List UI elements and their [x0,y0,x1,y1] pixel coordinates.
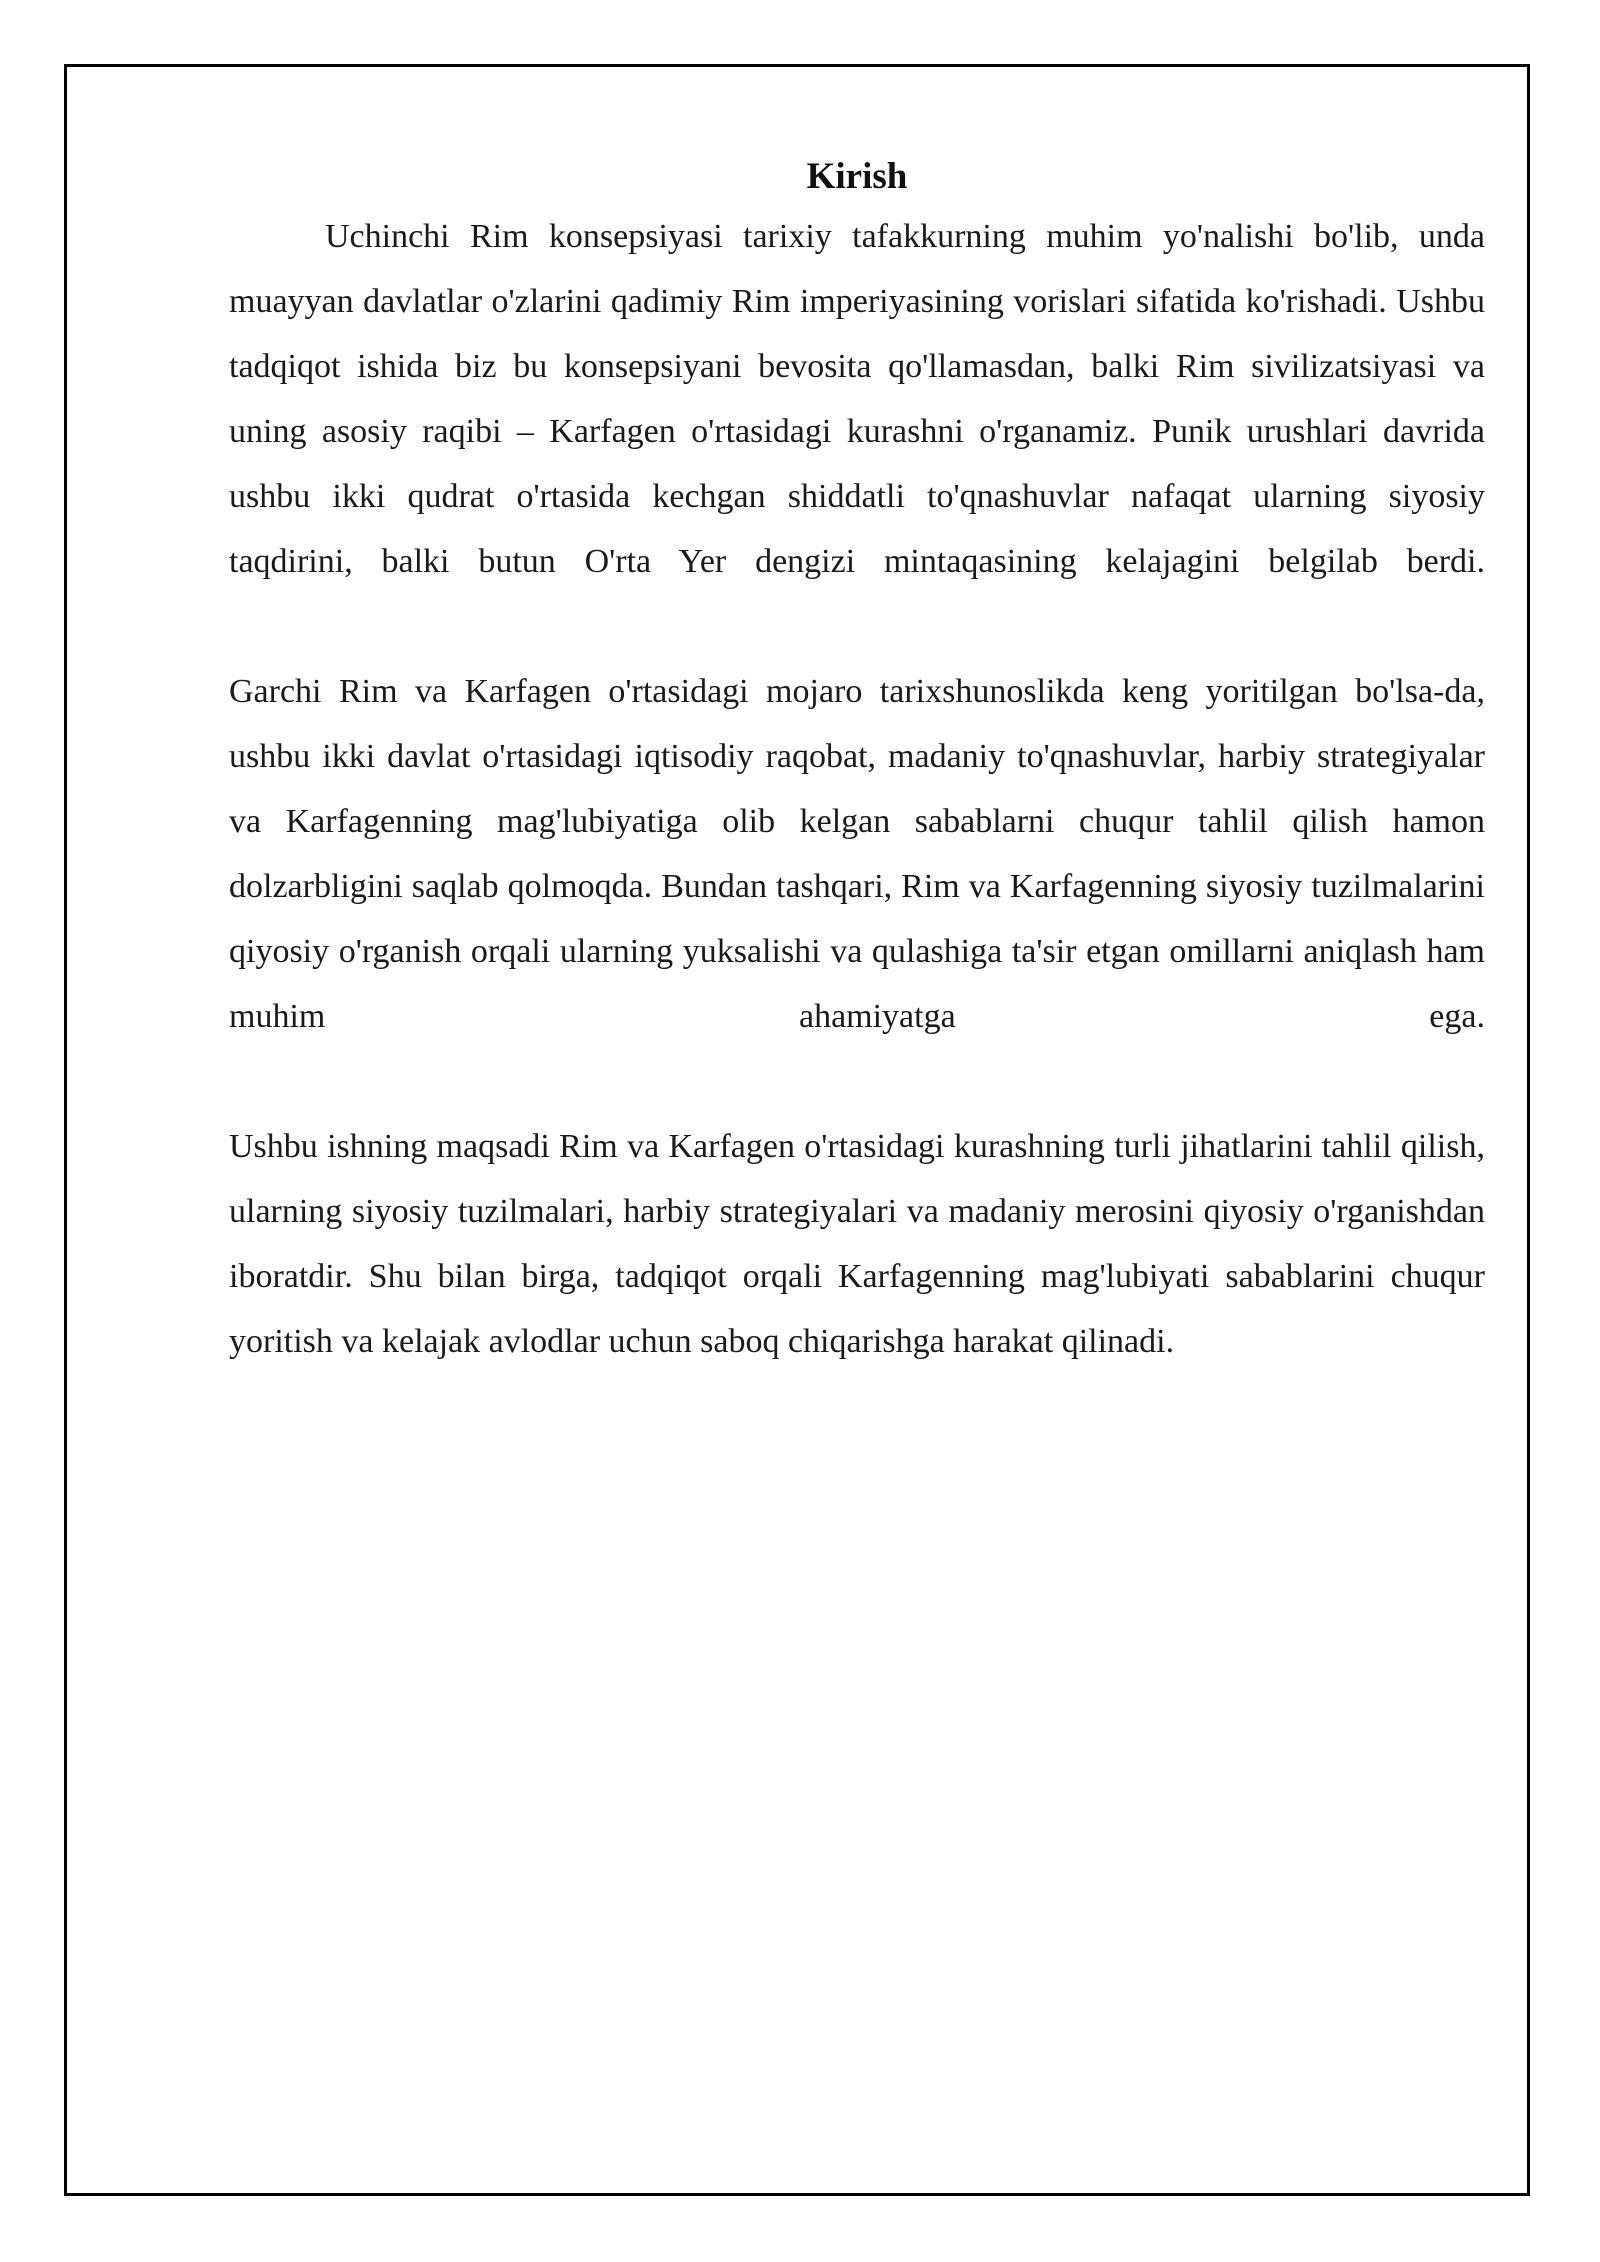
paragraph-1: Uchinchi Rim konsepsiyasi tarixiy tafakkurning muhim yo'nalishi bo'lib, unda muayyan davlatlar o'zlarini qadimiy Rim imperiyasining vorislari sifatida ko'rishadi. Ushbu tadqiqot ishida biz bu konsepsiyani bevosita qo'llamasdan, balki Rim sivilizatsiyasi va uning asosiy raqibi – Karfagen o'rtasidagi kurashni o'rganamiz. Punik urushlari davrida ushbu ikki qudrat o'rtasida kechgan shiddatli to'qnashuvlar nafaqat ularning siyosiy taqdirini, balki butun O'rta Yer dengizi mintaqasining kelajagini belgilab berdi. [229,218,1485,580]
paragraph-gap [229,1049,1485,1114]
document-body [229,150,1485,1374]
paragraph-gap [229,594,1485,659]
paragraph-2: Garchi Rim va Karfagen o'rtasidagi mojaro tarixshunoslikda keng yoritilgan bo'lsa-da, ushbu ikki davlat o'rtasidagi iqtisodiy raqobat, madaniy to'qnashuvlar, harbiy strategiyalar va Karfagenning mag'lubiyatiga olib kelgan sabablarni chuqur tahlil qilish hamon dolzarbligini saqlab qolmoqda. Bundan tashqari, Rim va Karfagenning siyosiy tuzilmalarini qiyosiy o'rganish orqali ularning yuksalishi va qulashiga ta'sir etgan omillarni aniqlash ham muhim ahamiyatga ega. [229,673,1485,1035]
paragraph-3: Ushbu ishning maqsadi Rim va Karfagen o'rtasidagi kurashning turli jihatlarini tahlil qilish, ularning siyosiy tuzilmalari, harbiy strategiyalari va madaniy merosini qiyosiy o'rganishdan iboratdir. Shu bilan birga, tadqiqot orqali Karfagenning mag'lubiyati sabablarini chuqur yoritish va kelajak avlodlar uchun saboq chiqarishga harakat qilinadi. [229,1128,1485,1360]
page-title: Kirish [806,156,908,197]
